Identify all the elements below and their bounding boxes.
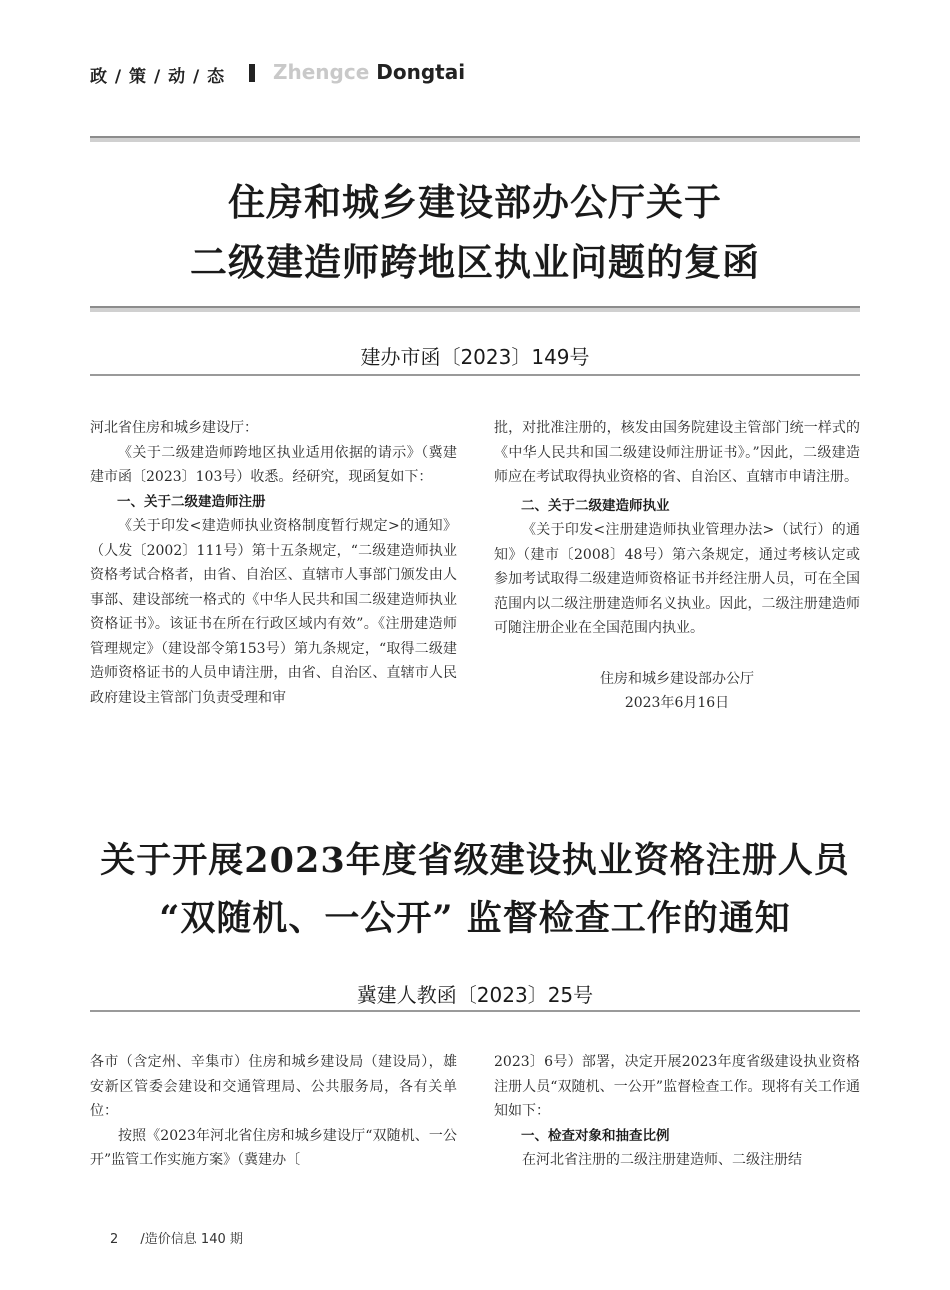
page-footer xyxy=(110,1228,243,1247)
article1-left-column xyxy=(90,416,457,710)
section-tag: 政 / 策 / 动 / 态 xyxy=(90,67,226,87)
article2-paragraph: 在河北省注册的二级注册建造师、二级注册结 xyxy=(522,1152,802,1168)
article1-salutation: 河北省住房和城乡建设厅： xyxy=(90,420,258,436)
article2-right-column xyxy=(494,1050,860,1173)
article2-title xyxy=(90,832,860,948)
article1-title-line1: 住房和城乡建设部办公厅关于 xyxy=(228,180,722,224)
divider-top xyxy=(90,136,860,142)
article2-left-column xyxy=(90,1050,457,1173)
article1-right-column xyxy=(494,416,860,716)
article1-signature: 住房和城乡建设部办公厅 xyxy=(600,670,754,687)
article1-heading: 二、关于二级建造师执业 xyxy=(521,497,670,514)
article1-doc-number: 建办市函〔2023〕149号 xyxy=(360,345,590,369)
article1-date: 2023年6月16日 xyxy=(624,695,730,711)
section-tag-english xyxy=(273,60,465,84)
publication-name: /造价信息 140 期 xyxy=(140,1232,243,1247)
page-number: 2 xyxy=(110,1232,119,1247)
divider-docno-2 xyxy=(90,1010,860,1012)
section-tag-english-light: Zhengce xyxy=(273,60,370,84)
article1-title-line2: 二级建造师跨地区执业问题的复函 xyxy=(190,240,760,284)
article2-title-line2: “双随机、一公开” 监督检查工作的通知 xyxy=(159,898,791,939)
article1-paragraph: 《关于印发<注册建造师执业管理办法>（试行）的通知》（建市〔2008〕48号）第六条规定，通过考核认定或参加考试取得二级建造师资格证书并经注册人员，可在全国范围内以二级注册建造师名义执业。因此，二级注册建造师可随注册企业在全国范围内执业。 xyxy=(494,522,860,636)
article2-title-line1: 关于开展2023年度省级建设执业资格注册人员 xyxy=(100,840,850,881)
article1-paragraph: 《关于印发<建造师执业资格制度暂行规定>的通知》（人发〔2002〕111号）第十五条规定，“二级建造师执业资格考试合格者，由省、自治区、直辖市人事部门颁发由人事部、建设部统一格式的《中华人民共和国二级建造师执业资格证书》。该证书在所在行政区域内有效”。《注册建造师管理规定》（建设部令第153号）第九条规定，“取得二级建造师资格证书的人员申请注册，由省、自治区、直辖市人民政府建设主管部门负责受理和审 xyxy=(90,518,457,706)
section-tag-english-dark: Dongtai xyxy=(376,60,466,84)
article2-doc-number: 冀建人教函〔2023〕25号 xyxy=(356,983,594,1007)
article2-heading: 一、检查对象和抽查比例 xyxy=(521,1127,670,1144)
divider-title-bottom xyxy=(90,306,860,312)
article2-paragraph: 按照《2023年河北省住房和城乡建设厅“双随机、一公开”监管工作实施方案》（冀建办〔 xyxy=(90,1127,457,1168)
article2-paragraph: 各市（含定州、辛集市）住房和城乡建设局（建设局），雄安新区管委会建设和交通管理局、公共服务局，各有关单位： xyxy=(90,1054,457,1119)
article1-title xyxy=(90,172,860,292)
section-tag-bar xyxy=(249,64,255,82)
article2-paragraph: 2023〕6号）部署，决定开展2023年度省级建设执业资格注册人员“双随机、一公开”监督检查工作。现将有关工作通知如下： xyxy=(494,1054,860,1119)
article1-heading: 一、关于二级建造师注册 xyxy=(117,493,266,510)
article1-paragraph: 《关于二级建造师跨地区执业适用依据的请示》（冀建建市函〔2023〕103号）收悉。经研究，现函复如下： xyxy=(90,444,457,485)
divider-docno xyxy=(90,374,860,376)
article1-paragraph: 批，对批准注册的，核发由国务院建设主管部门统一样式的《中华人民共和国二级建设师注册证书》。”因此，二级建造师应在考试取得执业资格的省、自治区、直辖市申请注册。 xyxy=(494,420,860,485)
